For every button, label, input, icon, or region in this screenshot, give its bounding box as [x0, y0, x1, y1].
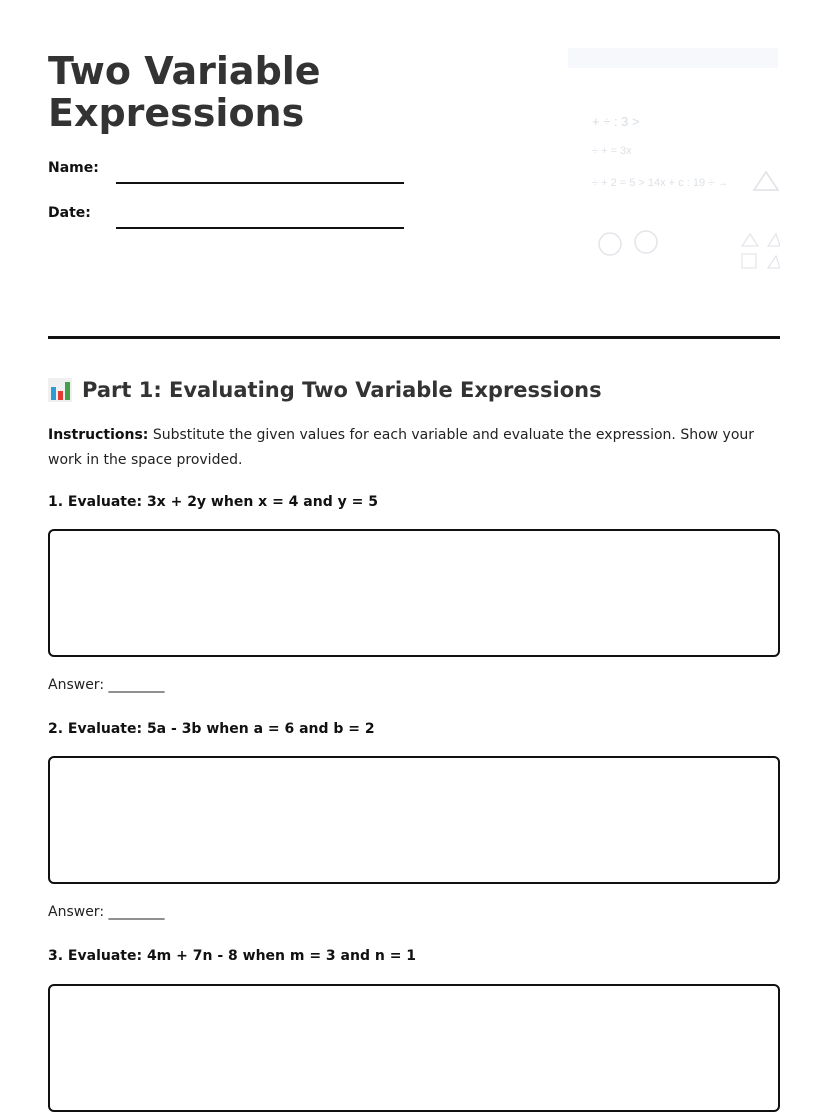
bar-chart-icon — [48, 378, 72, 402]
question-2-label: 2. Evaluate: 5a - 3b when a = 6 and b = 2 — [48, 721, 375, 737]
instructions-text: Substitute the given values for each variable and evaluate the expression. Show your work in the space provided. — [48, 427, 755, 468]
question-1-label: 1. Evaluate: 3x + 2y when x = 4 and y = 5 — [48, 494, 378, 510]
doodle-line-3: ÷ + 2 = 5 > 14x + c : 19 ÷ → — [592, 177, 729, 189]
question-3-label: 3. Evaluate: 4m + 7n - 8 when m = 3 and n = 1 — [48, 948, 417, 964]
question-3-work-box[interactable] — [48, 984, 780, 1112]
instructions-label: Instructions: — [48, 427, 149, 443]
section-divider — [48, 336, 780, 339]
date-field-row — [48, 205, 408, 235]
page-title: Two Variable Expressions — [48, 49, 321, 135]
date-label: Date: — [48, 205, 91, 221]
instructions — [48, 423, 778, 473]
question-1-work-box[interactable] — [48, 529, 780, 657]
section-title: Part 1: Evaluating Two Variable Expressions — [82, 378, 602, 402]
question-1-answer[interactable]: Answer: ________ — [48, 677, 165, 693]
name-label: Name: — [48, 160, 99, 176]
question-2-answer[interactable]: Answer: ________ — [48, 904, 165, 920]
worksheet-page — [48, 0, 780, 1118]
date-line[interactable] — [116, 227, 404, 229]
question-2-work-box[interactable] — [48, 756, 780, 884]
doodle-line-2: ÷ + = 3x — [592, 145, 632, 157]
doodle-line-1: + ÷ : 3 > — [592, 114, 640, 129]
name-field-row — [48, 160, 408, 190]
section-heading — [48, 374, 602, 406]
math-doodle-decoration — [528, 40, 780, 290]
name-line[interactable] — [116, 182, 404, 184]
